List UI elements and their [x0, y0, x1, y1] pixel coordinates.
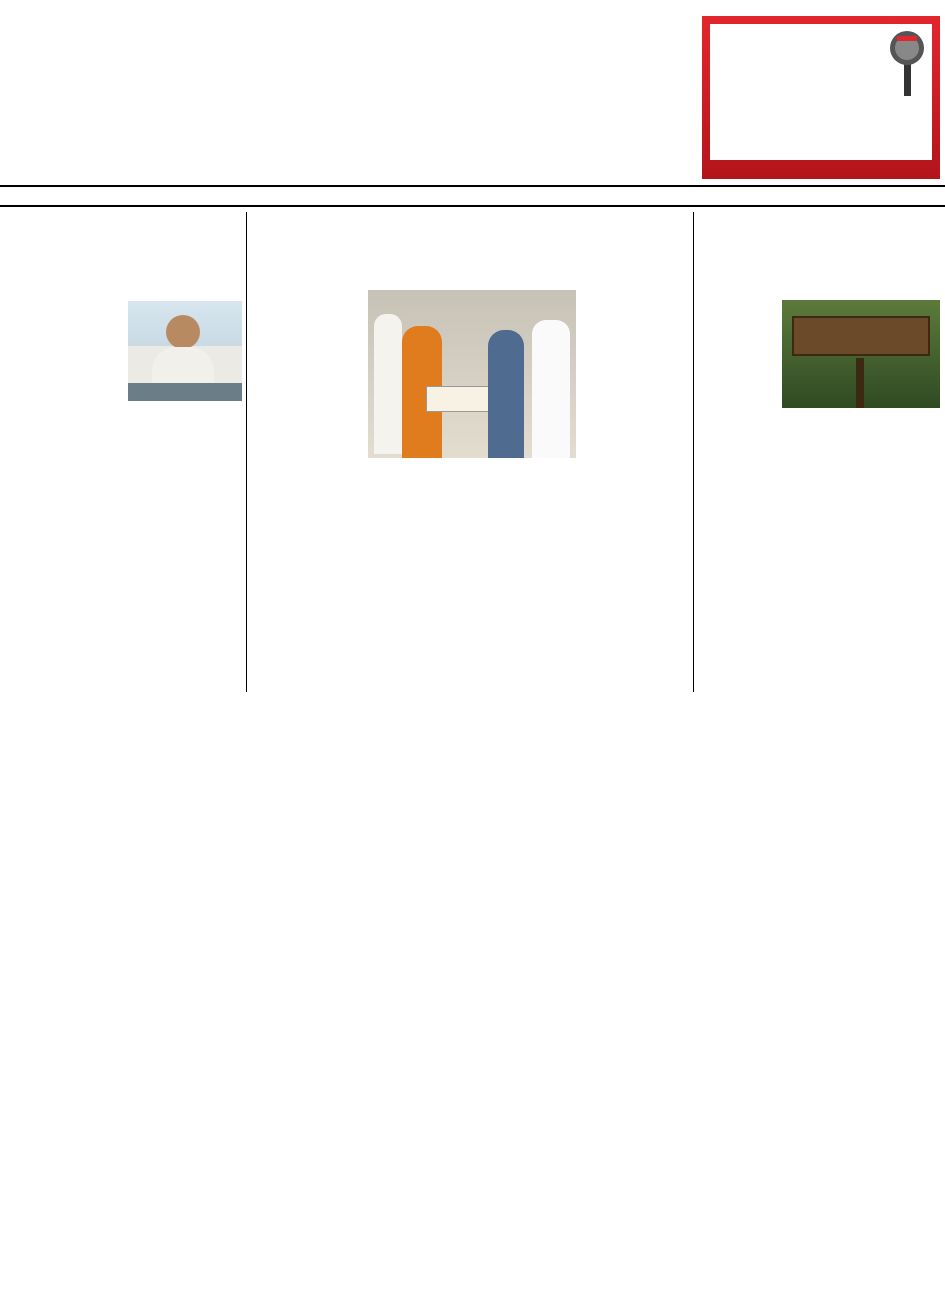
story2-col1	[252, 290, 364, 680]
story3-col2	[782, 412, 940, 680]
sign-post	[856, 358, 864, 408]
microphone-icon	[884, 26, 930, 98]
story2-col2	[368, 462, 456, 692]
park-sign-board	[792, 316, 930, 356]
photo-person-left	[374, 314, 402, 454]
photo-crowd	[128, 383, 242, 401]
story2-photo-cm-yogi	[368, 290, 576, 458]
story2-col3	[460, 462, 576, 692]
info-bar	[0, 185, 945, 207]
photo-person-right	[488, 330, 524, 458]
story1-photo-amit-shah	[128, 301, 242, 401]
story2-col4	[580, 290, 688, 625]
photo-figure	[166, 315, 200, 349]
disha-news-logo	[702, 16, 940, 179]
photo-person-far-right	[532, 320, 570, 458]
divider	[693, 212, 694, 692]
story1-col1	[4, 262, 124, 692]
story3-photo-dudhwa-park	[782, 300, 940, 408]
story3-col1	[698, 290, 778, 680]
story1-col2	[128, 405, 242, 677]
divider	[246, 212, 247, 692]
